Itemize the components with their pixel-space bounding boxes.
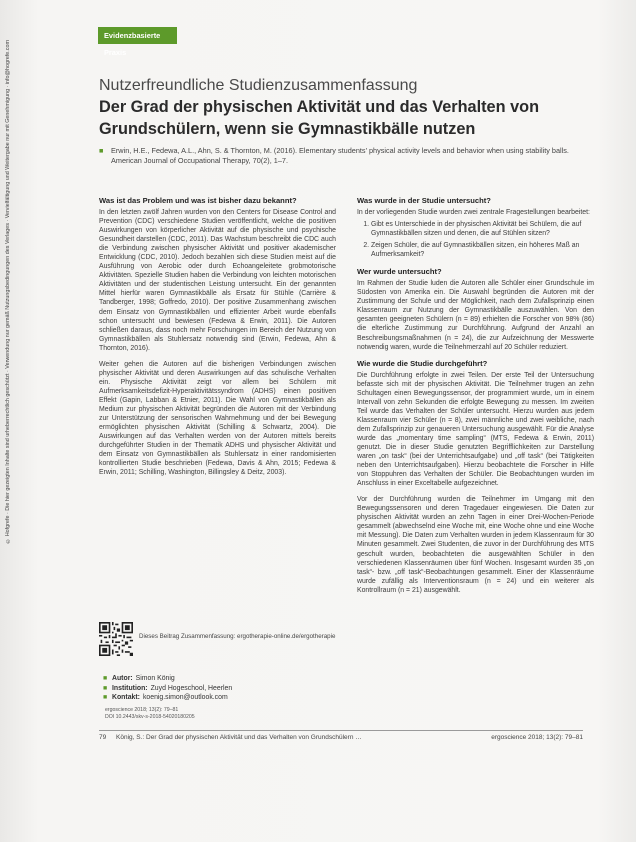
qr-code-icon[interactable] (99, 622, 133, 656)
doi-info: ergoscience 2018; 13(2): 79–81 DOI 10.2443/skv-s-2018-54020180205 (105, 707, 195, 720)
copyright-side-note (2, 40, 16, 780)
page-number: 79 (99, 734, 107, 741)
contact-label: Kontakt: (112, 694, 140, 702)
section-heading-problem: Was ist das Problem und was ist bisher dazu bekannt? (99, 196, 297, 205)
footer-left (99, 734, 370, 741)
list-item: 2. Zeigen Schüler, die auf Gymnastikbällen sitzen, ein höheres Maß an Aufmerksamkeit? (371, 241, 594, 259)
right-column (357, 196, 594, 602)
reference (99, 146, 584, 166)
bullet-icon: ■ (103, 694, 108, 702)
paragraph: In den letzten zwölf Jahren wurden von den Centers for Disease Control and Prevention (CDC) verschiedene Studien veröffentlicht, welche die positiven Auswirkungen von körperlicher Aktivität auf die physische und psychische Gesundheit darstellen (CDC, 2011). Das Wachstum beschreibt die CDC auch die Verbindung zwischen physischer Aktivität und positiver akademischer Entwicklung (CDC, 2010). Jedoch bezahlen sich diese Studien meist auf die Ausführung von Aerobic oder durch Echoangeleitete grobmotorische Aktivitäten. Spezielle Studien haben die Verbindung von leichten motorischen Aktivitäten und der studentischen Leistung untersucht. Ein der genannten Mittel hierfür waren Gymnastikbälle als Ersatz für Stühle (Carrière & Tandberger, 1998; Goffredo, 2010). Der positive Zusammenhang zwischen dem Einsatz von Gymnastikbällen und effizienter Arbeit wurde ebenfalls schon untersucht und bewiesen (Fedewa & Erwin, 2011). Die Autoren schließen daraus, dass noch mehr Forschungen im Bereich der Nutzung von Gymnastikbällen als Stuhlersatz notwendig sind (Erwin, Fedewa, Ahn & Thornton, 2016). (99, 209, 336, 352)
bullet-icon: ■ (103, 684, 108, 692)
author-row (103, 674, 343, 684)
side-note-text: © Hofgrefe · Die hier gezeigten Inhalte sind urheberrechtlich geschützt · Verwendung nur gemäß Nutzungsbedingungen des Verlages · Vervielfältigung und Weitergabe nur mit Genehmigung · info@hogrefe.com (5, 40, 12, 544)
question-list (357, 220, 594, 259)
article-title: Der Grad der physischen Aktivität und das Verhalten von Grundschülern, wenn sie Gymnastikbälle nutzen (99, 98, 540, 138)
institution-value: Zuyd Hogeschool, Heerlen (150, 684, 233, 692)
author-value: Simon König (135, 675, 175, 682)
category-tab: Evidenzbasierte Praxis (98, 27, 177, 44)
paragraph: Im Rahmen der Studie luden die Autoren alle Schüler einer Grundschule im Südosten von Amerika ein. Die Auswahl begründen die Autoren mit der Zustimmung der Schule und der Möglichkeit, nach dem Zufallsprinzip einen Klassenraum zur Nutzung der Gymnastikbälle auszuwählen. Von den gesamten geeigneten Schülern (n = 89) erhielten die Forscher von 98% (86) die elterliche Zustimmung zur Durchführung. Aufgrund der Anzahl an Beschreibungsmaßnahmen (n = 24), die zur Aufzeichnung der Messwerte notwendig waren, wurde die Teilnehmerzahl auf 20 Schüler reduziert. (357, 280, 594, 351)
paragraph: Weiter gehen die Autoren auf die bisherigen Verbindungen zwischen physischer Aktivität und deren Auswirkungen auf das schulische Verhalten ein. Physische Aktivität zeigt vor allem bei Schülern mit Aufmerksamkeitsdefizit-Hyperaktivitätssyndrom (ADHS) einen positiven Effekt (Gapin, Labban & Etnier, 2011). Die Wahl von Gymnastikbällen als Medium zur physischen Aktivität begründen die Autoren mit der Verbindung zur Unterstützung der sensorischen Wahrnehmung und der bei Bewegung ermöglichten physischen Aktivität (Schilling & Schwartz, 2004). Die Auswirkungen auf das Verhalten werden von der Autoren mittels bereits durchgeführter Studien in der Thematik ADHS und physischer Aktivität und dem Einsatz von Gymnastikbällen als Stuhlersatz in einer randomisierten kontrollierten Studie beschrieben (Fedewa, Davis & Ahn, 2015; Fedewa & Erwin, 2011; Schilling, Washington, Billingsley & Deitz, 2003). (99, 360, 336, 477)
list-item: 1. Gibt es Unterschiede in der physischen Aktivität bei Schülern, die auf Gymnastikbällen sitzen und denen, die auf Stühlen sitzen? (371, 220, 594, 238)
reference-bullet-icon: ■ (99, 146, 104, 155)
institution-row (103, 684, 343, 694)
paragraph: Die Durchführung erfolgte in zwei Teilen. Der erste Teil der Untersuchung befasste sich mit der physischen Aktivität. Die Teilnehmer trugen an zehn Schultagen einen Bewegungssensor, der programmiert wurde, um in einem Intervall von zehn Sekunden die erfolgte Bewegung zu messen. Im zweiten Teil wurde das Verhalten der Schüler untersucht. Hierzu wurden aus jedem Klassenraum vier Schüler (n = 8), zwei männliche und zwei weibliche, nach dem Zufallsprinzip zur genaueren Untersuchung ausgewählt. Für die Analyse wurde das „momentary time sampling“ (MTS, Fedewa & Erwin, 2011) genutzt. Die in dieser Studie genutzten Begrifflichkeiten zur Darstellung waren „on task“ (bei der Unterrichtsaufgabe) und „off task“ (bei Tätigkeiten neben den Unterrichtsaufgaben). Hierzu beobachtete die Forscher in Hilfe von Stoppuhren das Verhalten der Schüler. Die Beobachtungen wurden im Anschluss in einer Exceltabelle aufgezeichnet. (357, 371, 594, 488)
qr-caption: Dieses Beitrag Zusammenfassung: ergotherapie-online.de/ergotherapie (139, 633, 336, 640)
section-heading-study-question: Was wurde in der Studie untersucht? (357, 196, 491, 205)
article-supertitle: Nutzerfreundliche Studienzusammenfassung (99, 77, 418, 94)
footer-divider (99, 730, 583, 731)
qr-block (99, 622, 339, 672)
institution-label: Institution: (112, 684, 148, 692)
author-label: Autor: (112, 675, 133, 682)
author-info (103, 674, 343, 703)
reference-text: Erwin, H.E., Fedewa, A.L., Ahn, S. & Thornton, M. (2016). Elementary students' physical activity levels and behavior when using stability balls. American Journal of Occupational Therapy, 70(2), 1–7. (111, 146, 569, 165)
section-heading-participants: Wer wurde untersucht? (357, 267, 442, 277)
paragraph: In der vorliegenden Studie wurden zwei zentrale Fragestellungen bearbeitet: (357, 209, 590, 216)
page-footer (99, 734, 583, 741)
contact-row (103, 693, 343, 703)
journal-citation: ergoscience 2018; 13(2): 79–81 (491, 734, 583, 741)
contact-email-link[interactable]: koenig.simon@outlook.com (142, 694, 228, 702)
bullet-icon: ■ (103, 675, 108, 682)
running-title: König, S.: Der Grad der physischen Aktivität und das Verhalten von Grundschülern … (116, 734, 362, 741)
section-heading-method: Wie wurde die Studie durchgeführt? (357, 358, 488, 368)
left-column (99, 196, 336, 484)
paragraph: Vor der Durchführung wurden die Teilnehmer im Umgang mit den Bewegungssensoren und deren Tragedauer eingewiesen. Die Daten zur physischen Aktivität wurden an zehn Tagen in einer Drei-Wochen-Periode gesammelt (abwechselnd eine Woche mit, eine Woche ohne und eine Woche mit Messung). Die Daten zum Verhalten wurden in jedem Klassenraum für 30 Minuten gesammelt. Zwei Studenten, die zuvor in der Durchführung des MTS geschult wurden, beobachteten die ausgewählten Schüler in den verschiedenen Klassenräumen über fünf Wochen. Insgesamt wurden 35 „on task“- bzw. „off task“-Beobachtungen gesammelt. Einer der Klassenräume wurde zufällig als Interventionsraum (n = 24) und ein weiterer als Kontrollraum (n = 21) ausgewählt. (357, 496, 594, 594)
